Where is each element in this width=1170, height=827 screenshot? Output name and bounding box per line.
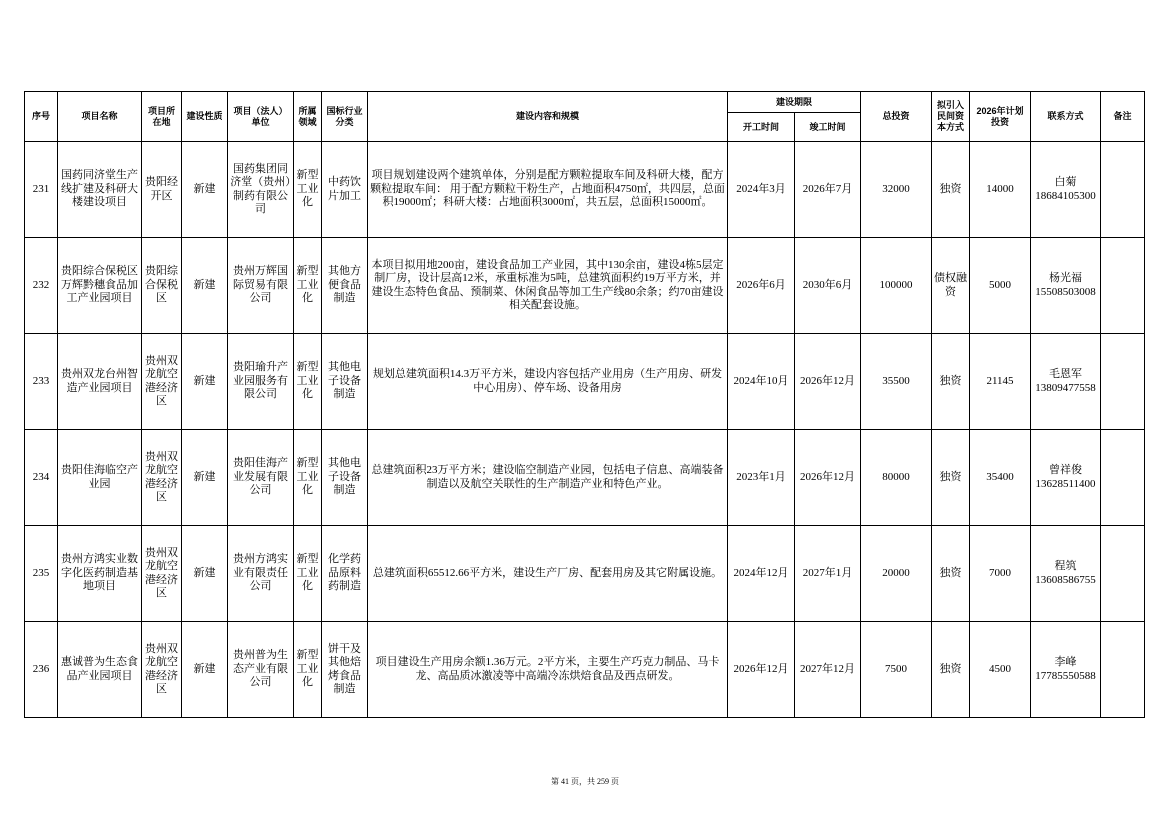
cell-remark (1101, 526, 1145, 622)
header-plan2026: 2026年计划投资 (970, 92, 1031, 142)
cell-seq: 233 (25, 334, 58, 430)
cell-field: 新型工业化 (294, 622, 322, 718)
cell-project-name: 贵州方鸿实业数字化医药制造基地项目 (58, 526, 142, 622)
header-contact: 联系方式 (1031, 92, 1101, 142)
cell-unit: 贵州万辉国际贸易有限公司 (228, 238, 294, 334)
table-row (25, 622, 1145, 718)
header-capital: 拟引入民间资本方式 (932, 92, 970, 142)
cell-start-date: 2026年6月 (728, 238, 795, 334)
cell-seq: 236 (25, 622, 58, 718)
header-content: 建设内容和规模 (368, 92, 728, 142)
header-row (25, 92, 1145, 113)
contact-phone: 18684105300 (1035, 189, 1096, 202)
cell-location: 贵州双龙航空港经济区 (142, 622, 182, 718)
cell-project-name: 贵州双龙台州智造产业园项目 (58, 334, 142, 430)
cell-industry: 中药饮片加工 (322, 142, 368, 238)
header-period: 建设期限 (728, 92, 861, 113)
contact-name: 曾祥俊 (1049, 464, 1083, 476)
cell-plan-2026: 5000 (970, 238, 1031, 334)
cell-field: 新型工业化 (294, 334, 322, 430)
cell-contact (1031, 526, 1101, 622)
cell-plan-2026: 35400 (970, 430, 1031, 526)
cell-location: 贵州双龙航空港经济区 (142, 526, 182, 622)
cell-seq: 231 (25, 142, 58, 238)
cell-content: 总建筑面积23万平方米；建设临空制造产业园，包括电子信息、高端装备制造以及航空关联性的生产制造产业和特色产业。 (368, 430, 728, 526)
cell-end-date: 2030年6月 (795, 238, 861, 334)
contact-phone: 13608586755 (1035, 573, 1096, 586)
cell-end-date: 2027年1月 (795, 526, 861, 622)
cell-project-name: 惠诚普为生态食品产业园项目 (58, 622, 142, 718)
cell-start-date: 2024年3月 (728, 142, 795, 238)
cell-location: 贵阳经开区 (142, 142, 182, 238)
header-location: 项目所在地 (142, 92, 182, 142)
cell-remark (1101, 622, 1145, 718)
cell-project-name: 贵阳佳海临空产业园 (58, 430, 142, 526)
cell-contact (1031, 142, 1101, 238)
cell-industry: 其他电子设备制造 (322, 430, 368, 526)
header-total: 总投资 (861, 92, 932, 142)
cell-nature: 新建 (182, 142, 228, 238)
header-end: 竣工时间 (795, 113, 861, 142)
cell-unit: 贵阳佳海产业发展有限公司 (228, 430, 294, 526)
page-number: 第 41 页，共 259 页 (551, 777, 619, 786)
cell-plan-2026: 21145 (970, 334, 1031, 430)
contact-phone: 13809477558 (1035, 381, 1096, 394)
cell-start-date: 2026年12月 (728, 622, 795, 718)
cell-plan-2026: 4500 (970, 622, 1031, 718)
cell-start-date: 2024年12月 (728, 526, 795, 622)
cell-total-investment: 35500 (861, 334, 932, 430)
cell-contact (1031, 238, 1101, 334)
cell-seq: 232 (25, 238, 58, 334)
header-name: 项目名称 (58, 92, 142, 142)
contact-phone: 13628511400 (1035, 477, 1096, 490)
contact-name: 李峰 (1054, 656, 1077, 668)
header-remark: 备注 (1101, 92, 1145, 142)
table-row (25, 142, 1145, 238)
contact-phone: 15508503008 (1035, 285, 1096, 298)
header-field: 所属领域 (294, 92, 322, 142)
cell-field: 新型工业化 (294, 238, 322, 334)
header-start: 开工时间 (728, 113, 795, 142)
cell-end-date: 2026年12月 (795, 334, 861, 430)
cell-contact (1031, 622, 1101, 718)
cell-unit: 贵州方鸿实业有限责任公司 (228, 526, 294, 622)
cell-content: 本项目拟用地200亩，建设食品加工产业园，其中130余亩，建设4栋5层定制厂房，设计层高12米，承重标准为5吨，总建筑面积约19万平方米，并建设生态特色食品、预制菜、休闲食品等加工生产线80余条；约70亩建设相关配套设施。 (368, 238, 728, 334)
cell-project-name: 贵阳综合保税区万辉黔穗食品加工产业园项目 (58, 238, 142, 334)
cell-location: 贵州双龙航空港经济区 (142, 430, 182, 526)
cell-industry: 其他方便食品制造 (322, 238, 368, 334)
project-table (24, 91, 1145, 718)
cell-nature: 新建 (182, 334, 228, 430)
cell-location: 贵阳综合保税区 (142, 238, 182, 334)
cell-remark (1101, 430, 1145, 526)
cell-end-date: 2026年7月 (795, 142, 861, 238)
cell-capital-mode: 独资 (932, 622, 970, 718)
table-header (25, 92, 1145, 142)
contact-phone: 17785550588 (1035, 669, 1096, 682)
table-row (25, 430, 1145, 526)
cell-remark (1101, 142, 1145, 238)
contact-name: 白菊 (1054, 176, 1077, 188)
cell-content: 规划总建筑面积14.3万平方米，建设内容包括产业用房（生产用房、研发中心用房）、停车场、设备用房 (368, 334, 728, 430)
table-body (25, 142, 1145, 718)
header-unit: 项目（法人）单位 (228, 92, 294, 142)
cell-capital-mode: 独资 (932, 430, 970, 526)
cell-field: 新型工业化 (294, 526, 322, 622)
cell-field: 新型工业化 (294, 430, 322, 526)
cell-end-date: 2027年12月 (795, 622, 861, 718)
cell-industry: 其他电子设备制造 (322, 334, 368, 430)
table-row (25, 526, 1145, 622)
cell-seq: 235 (25, 526, 58, 622)
cell-end-date: 2026年12月 (795, 430, 861, 526)
table-row (25, 334, 1145, 430)
cell-remark (1101, 334, 1145, 430)
cell-contact (1031, 430, 1101, 526)
cell-total-investment: 100000 (861, 238, 932, 334)
cell-capital-mode: 独资 (932, 526, 970, 622)
contact-name: 程筑 (1054, 560, 1077, 572)
cell-start-date: 2024年10月 (728, 334, 795, 430)
cell-location: 贵州双龙航空港经济区 (142, 334, 182, 430)
cell-industry: 化学药品原料药制造 (322, 526, 368, 622)
cell-content: 项目建设生产用房余额1.36万元。2平方米，主要生产巧克力制品、马卡龙、高品质冰激凌等中高端冷冻烘焙食品及西点研发。 (368, 622, 728, 718)
cell-total-investment: 7500 (861, 622, 932, 718)
cell-unit: 国药集团同济堂（贵州）制药有限公司 (228, 142, 294, 238)
cell-nature: 新建 (182, 526, 228, 622)
contact-name: 毛恩军 (1049, 368, 1083, 380)
header-industry: 国标行业分类 (322, 92, 368, 142)
cell-capital-mode: 债权融资 (932, 238, 970, 334)
cell-contact (1031, 334, 1101, 430)
cell-plan-2026: 7000 (970, 526, 1031, 622)
cell-nature: 新建 (182, 622, 228, 718)
cell-total-investment: 32000 (861, 142, 932, 238)
cell-field: 新型工业化 (294, 142, 322, 238)
contact-name: 杨光福 (1049, 272, 1083, 284)
cell-plan-2026: 14000 (970, 142, 1031, 238)
cell-seq: 234 (25, 430, 58, 526)
header-seq: 序号 (25, 92, 58, 142)
cell-total-investment: 20000 (861, 526, 932, 622)
cell-start-date: 2023年1月 (728, 430, 795, 526)
cell-unit: 贵阳瑜升产业园服务有限公司 (228, 334, 294, 430)
cell-nature: 新建 (182, 238, 228, 334)
cell-capital-mode: 独资 (932, 334, 970, 430)
cell-capital-mode: 独资 (932, 142, 970, 238)
cell-total-investment: 80000 (861, 430, 932, 526)
cell-industry: 饼干及其他焙烤食品制造 (322, 622, 368, 718)
cell-content: 项目规划建设两个建筑单体，分别是配方颗粒提取车间及科研大楼，配方颗粒提取车间： 用于配方颗粒干粉生产，占地面积4750㎡，共四层，总面积19000㎡；科研大楼：占地面积3000㎡，共五层，总面积15000㎡。 (368, 142, 728, 238)
cell-unit: 贵州普为生态产业有限公司 (228, 622, 294, 718)
header-nature: 建设性质 (182, 92, 228, 142)
cell-project-name: 国药同济堂生产线扩建及科研大楼建设项目 (58, 142, 142, 238)
table-row (25, 238, 1145, 334)
cell-nature: 新建 (182, 430, 228, 526)
cell-content: 总建筑面积65512.66平方米，建设生产厂房、配套用房及其它附属设施。 (368, 526, 728, 622)
cell-remark (1101, 238, 1145, 334)
